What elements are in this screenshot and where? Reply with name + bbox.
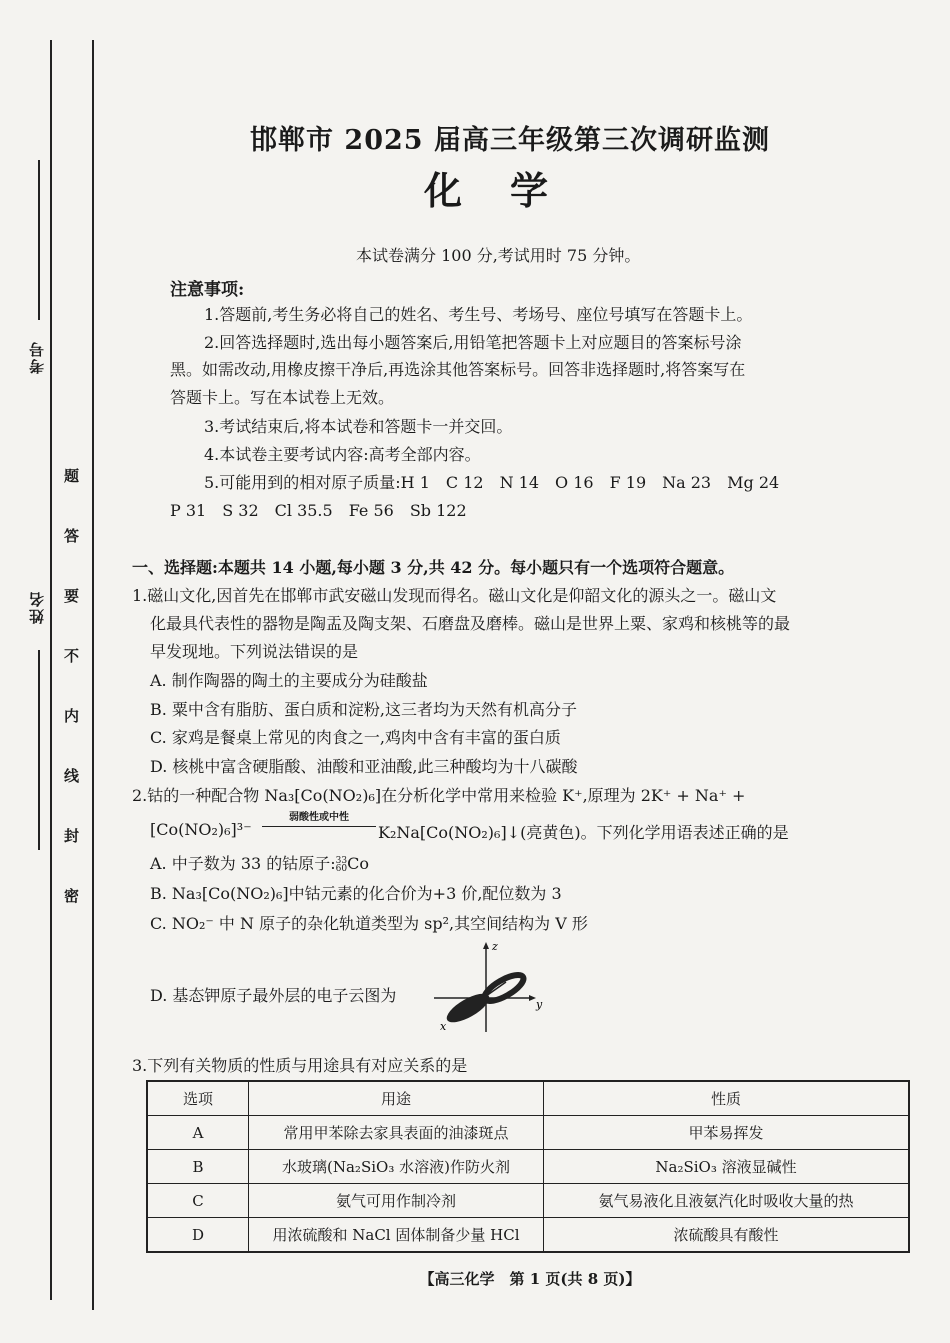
axis-x-label: x: [440, 1020, 447, 1033]
seal-char: 答: [64, 527, 80, 545]
q2-option-d: D. 基态钾原子最外层的电子云图为: [150, 986, 397, 1005]
section-heading: 一、选择题:本题共 14 小题,每小题 3 分,共 42 分。每小题只有一个选项符合题意。: [132, 558, 735, 577]
notice-line: P 31 S 32 Cl 35.5 Fe 56 Sb 122: [170, 501, 467, 520]
notice-line: 2.回答选择题时,选出每小题答案后,用铅笔把答题卡上对应题目的答案标号涂: [204, 333, 742, 352]
q1-option-b: B. 粟中含有脂肪、蛋白质和淀粉,这三者均为天然有机高分子: [150, 700, 578, 719]
name-label: 姓名: [28, 590, 46, 624]
subject-title: 化学: [423, 168, 596, 213]
binding-inner-line: [92, 40, 94, 1310]
q3-stem: 3.下列有关物质的性质与用途具有对应关系的是: [132, 1056, 468, 1075]
seal-char: 题: [64, 467, 80, 485]
binding-outer-line: [50, 40, 52, 1300]
mass-number: 33: [335, 855, 348, 866]
seal-char: 封: [64, 827, 80, 845]
atomic-number: 60: [335, 863, 348, 874]
page-footer: 【高三化学 第 1 页(共 8 页)】: [419, 1270, 641, 1288]
table-row: [147, 1116, 909, 1150]
cell-property: Na₂SiO₃ 溶液显碱性: [544, 1150, 910, 1184]
q1-stem: 1.磁山文化,因首先在邯郸市武安磁山发现而得名。磁山文化是仰韶文化的源头之一。磁山文: [132, 586, 777, 605]
q1-option-d: D. 核桃中富含硬脂酸、油酸和亚油酸,此三种酸均为十八碳酸: [150, 757, 578, 776]
cell-option: A: [147, 1116, 249, 1150]
cell-usage: 常用甲苯除去家具表面的油漆斑点: [249, 1116, 544, 1150]
axis-z-label: z: [492, 940, 498, 953]
cell-option: C: [147, 1184, 249, 1218]
header-property: 性质: [544, 1081, 910, 1116]
table-row: [147, 1150, 909, 1184]
cell-usage: 氨气可用作制冷剂: [249, 1184, 544, 1218]
seal-char: 要: [64, 587, 80, 605]
notice-line: 3.考试结束后,将本试卷和答题卡一并交回。: [204, 417, 513, 436]
q3-table: [146, 1080, 910, 1253]
q2-option-c: C. NO₂⁻ 中 N 原子的杂化轨道类型为 sp²,其空间结构为 V 形: [150, 914, 588, 933]
element-symbol: Co: [347, 854, 369, 873]
cell-property: 甲苯易挥发: [544, 1116, 910, 1150]
seal-char: 不: [64, 647, 80, 665]
cell-property: 浓硫酸具有酸性: [544, 1218, 910, 1253]
q2-option-b: B. Na₃[Co(NO₂)₆]中钴元素的化合价为+3 价,配位数为 3: [150, 884, 562, 903]
header-usage: 用途: [249, 1081, 544, 1116]
notice-line: 黑。如需改动,用橡皮擦干净后,再选涂其他答案标号。回答非选择题时,将答案写在: [170, 360, 746, 379]
cell-option: B: [147, 1150, 249, 1184]
q2-stem: 2.钴的一种配合物 Na₃[Co(NO₂)₆]在分析化学中常用来检验 K⁺,原理为 2K⁺ + Na⁺ +: [132, 786, 746, 805]
exam-no-label: 考号: [28, 340, 46, 374]
reaction-arrow: [262, 812, 376, 827]
electron-cloud-diagram: [432, 938, 550, 1034]
q1-stem: 化最具代表性的器物是陶盂及陶支架、石磨盘及磨棒。磁山是世界上粟、家鸡和核桃等的最: [150, 614, 791, 633]
cell-usage: 水玻璃(Na₂SiO₃ 水溶液)作防火剂: [249, 1150, 544, 1184]
notice-line: 4.本试卷主要考试内容:高考全部内容。: [204, 445, 481, 464]
cell-usage: 用浓硫酸和 NaCl 固体制备少量 HCl: [249, 1218, 544, 1253]
q2-equation-right: K₂Na[Co(NO₂)₆]↓(亮黄色)。下列化学用语表述正确的是: [378, 823, 789, 842]
q1-option-c: C. 家鸡是餐桌上常见的肉食之一,鸡肉中含有丰富的蛋白质: [150, 728, 561, 747]
table-row: [147, 1184, 909, 1218]
header-option: 选项: [147, 1081, 249, 1116]
q1-stem: 早发现地。下列说法错误的是: [150, 642, 359, 661]
q1-option-a: A. 制作陶器的陶土的主要成分为硅酸盐: [150, 671, 428, 690]
seal-char: 内: [64, 707, 80, 725]
exam-title: 邯郸市 2025 届高三年级第三次调研监测: [250, 125, 770, 156]
notice-line: 答题卡上。写在本试卷上无效。: [170, 388, 395, 407]
notice-heading: 注意事项:: [170, 280, 245, 300]
seal-char: 线: [64, 767, 80, 785]
intro-text: 本试卷满分 100 分,考试用时 75 分钟。: [356, 246, 641, 265]
notice-line: 1.答题前,考生务必将自己的姓名、考生号、考场号、座位号填写在答题卡上。: [204, 305, 753, 324]
arrow-condition: 弱酸性或中性: [289, 812, 349, 823]
notice-line: 5.可能用到的相对原子质量:H 1 C 12 N 14 O 16 F 19 Na 23 Mg 24: [204, 473, 780, 492]
axis-y-label: y: [536, 998, 543, 1011]
table-row: [147, 1218, 909, 1253]
cell-property: 氨气易液化且液氨汽化时吸收大量的热: [544, 1184, 910, 1218]
q2-option-a-text: A. 中子数为 33 的钴原子:: [150, 854, 336, 873]
q2-option-a: [150, 851, 369, 874]
name-underline: [38, 650, 40, 850]
q2-equation-left: [Co(NO₂)₆]³⁻: [150, 820, 252, 839]
table-header-row: [147, 1081, 909, 1116]
seal-char: 密: [64, 887, 80, 905]
cell-option: D: [147, 1218, 249, 1253]
